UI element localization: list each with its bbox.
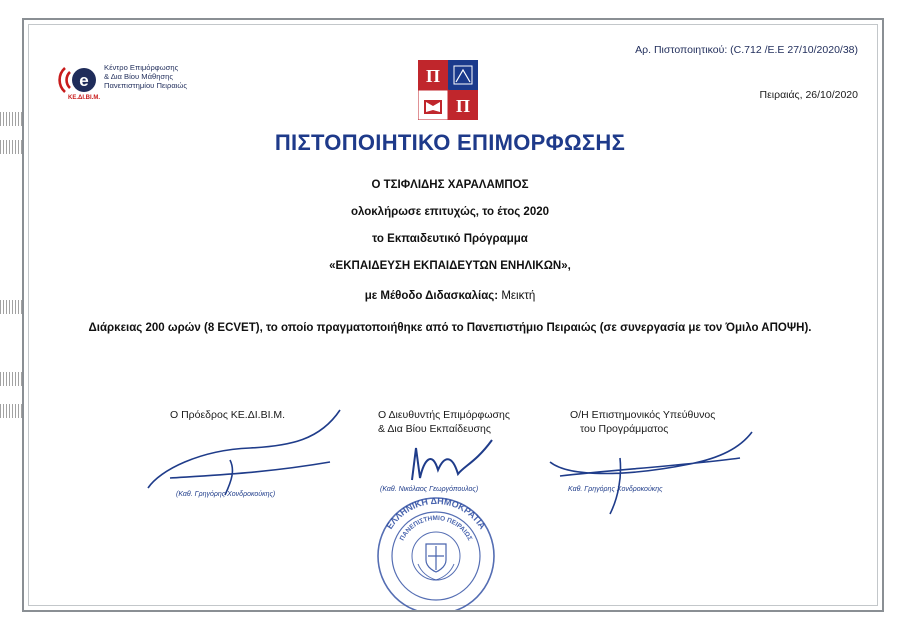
signatory-role: Ο Διευθυντής Επιμόρφωσης <box>378 409 510 421</box>
university-crest-icon <box>418 60 478 120</box>
scan-artifact <box>0 112 22 126</box>
recipient-name: Ο ΤΣΙΦΛΙΔΗΣ ΧΑΡΑΛΑΜΠΟΣ <box>371 179 529 191</box>
org-name-line: Πανεπιστημίου Πειραιώς <box>104 81 187 90</box>
signatory-role: Ο Πρόεδρος ΚΕ.ΔΙ.ΒΙ.Μ. <box>170 409 286 421</box>
kedivim-logo <box>56 60 236 104</box>
program-name: «ΕΚΠΑΙΔΕΥΣΗ ΕΚΠΑΙΔΕΥΤΩΝ ΕΝΗΛΙΚΩΝ», <box>329 260 571 272</box>
signatory-role: & Δια Βίου Εκπαίδευσης <box>378 423 491 435</box>
scan-artifact <box>0 404 22 418</box>
org-abbreviation: ΚΕ.ΔΙ.ΒΙ.Μ. <box>68 95 100 101</box>
svg-text:ΕΛΛΗΝΙΚΗ ΔΗΜΟΚΡΑΤΙΑ: ΕΛΛΗΝΙΚΗ ΔΗΜΟΚΡΑΤΙΑ <box>384 495 488 531</box>
official-seal-stamp <box>370 494 502 610</box>
signatory-name: (Καθ. Γρηγόρης Χονδροκούκης) <box>176 491 276 498</box>
page-title: ΠΙΣΤΟΠΟΙΗΤΙΚΟ ΕΠΙΜΟΡΦΩΣΗΣ <box>274 130 626 155</box>
signatory-role: του Προγράμματος <box>580 423 669 435</box>
handwritten-signature <box>140 400 350 500</box>
teaching-method-label: με Μέθοδο Διδασκαλίας: <box>364 290 499 302</box>
svg-text:Π: Π <box>425 66 441 86</box>
org-name-line: & Δια Βίου Μάθησης <box>104 72 173 81</box>
certificate-number: Αρ. Πιστοποιητικού: (C.712 /Ε.Ε 27/10/2020/38) <box>635 44 858 56</box>
signatory-name: Καθ. Γρηγόρης Χονδροκούκης <box>568 486 663 493</box>
handwritten-signature <box>540 418 760 518</box>
svg-text:ΠΑΝΕΠΙΣΤΗΜΙΟ ΠΕΙΡΑΙΩΣ: ΠΑΝΕΠΙΣΤΗΜΙΟ ΠΕΙΡΑΙΩΣ <box>398 514 474 542</box>
issue-place-date: Πειραιάς, 26/10/2020 <box>759 89 858 101</box>
signatory-role: Ο/Η Επιστημονικός Υπεύθυνος <box>570 409 716 421</box>
handwritten-signature <box>392 430 512 490</box>
signatory-name: (Καθ. Νικόλαος Γεωργόπουλος) <box>380 486 479 493</box>
scan-artifact <box>0 372 22 386</box>
program-intro: το Εκπαιδευτικό Πρόγραμμα <box>372 233 528 245</box>
teaching-method <box>0 290 900 302</box>
svg-text:Π: Π <box>455 96 471 116</box>
scan-artifact <box>0 300 22 314</box>
program-duration: Διάρκειας 200 ωρών (8 ECVET), το οποίο πραγματοποιήθηκε από το Πανεπιστήμιο Πειραιώς (σε συνεργασία με τον Όμιλο ΑΠΟΨΗ). <box>88 322 812 334</box>
svg-text:e: e <box>79 71 89 90</box>
org-name-line: Κέντρο Επιμόρφωσης <box>104 63 179 72</box>
completion-statement: ολοκλήρωσε επιτυχώς, το έτος 2020 <box>350 206 550 218</box>
teaching-method-value: Μεικτή <box>501 290 536 302</box>
org-name <box>104 63 187 90</box>
